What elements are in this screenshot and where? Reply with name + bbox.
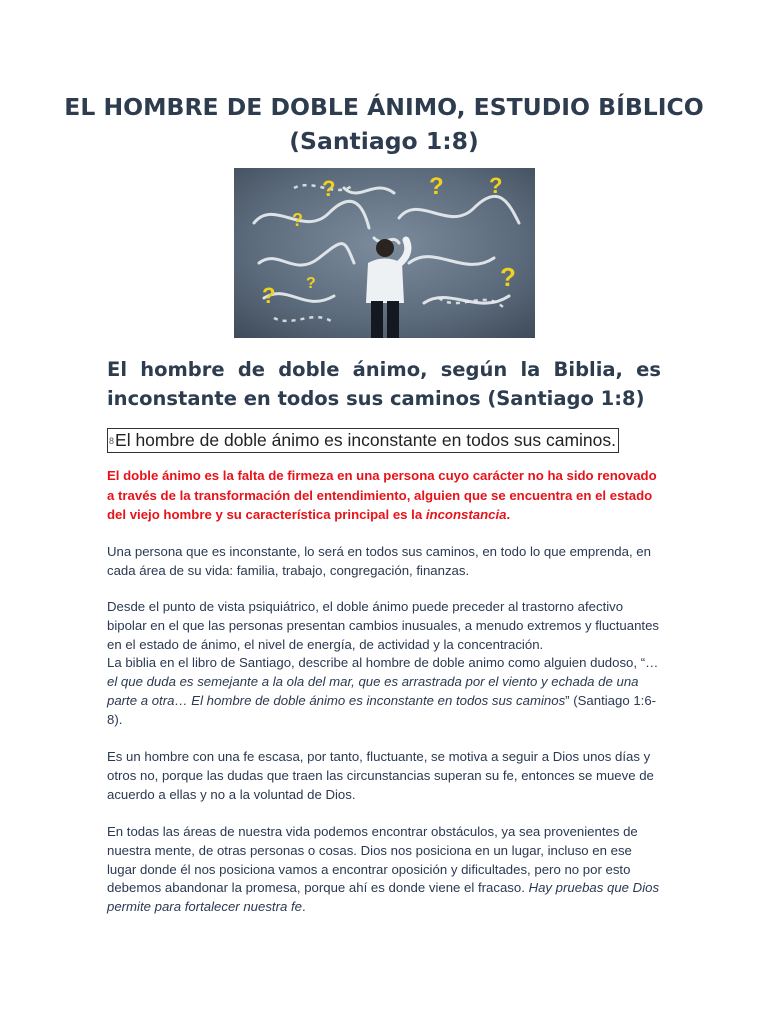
svg-text:?: ? — [306, 275, 316, 292]
svg-text:?: ? — [429, 173, 444, 200]
highlighted-end: . — [506, 507, 511, 522]
paragraph-2-part-2: La biblia en el libro de Santiago, describe al hombre de doble animo como alguien dudoso, “… — [107, 655, 659, 671]
hero-image — [234, 168, 535, 338]
paragraph-2-part-1: Desde el punto de vista psiquiátrico, el doble ánimo puede preceder al trastorno afectivo bipolar en el que las personas presentan cambios inusuales, a menudo extremos y fluctuantes en el estado de ánimo, el nivel de energía, de actividad y la concentración. — [107, 599, 660, 652]
svg-text:?: ? — [489, 173, 503, 198]
title-line-2: (Santiago 1:8) — [289, 127, 479, 155]
verse-box — [107, 428, 619, 453]
verse-text: El hombre de doble ánimo es inconstante en todos sus caminos. — [115, 430, 617, 450]
paragraph-4-end: . — [301, 899, 306, 915]
paragraph-4-text: En todas las áreas de nuestra vida podemos encontrar obstáculos, ya sea provenientes de nuestra mente, de otras personas o cosas. Dios nos posiciona en un lugar, incluso en ese lugar donde él nos posiciona vamos a encontrar oposición y dificultades, pero no por esto debemos abandonar la promesa, porque ahí es donde viene el fracaso. — [107, 824, 638, 896]
man-confused-chalkboard-illustration — [234, 168, 535, 338]
paragraph-4 — [107, 823, 663, 917]
svg-text:?: ? — [262, 283, 276, 308]
highlighted-paragraph-text: El doble ánimo es la falta de firmeza en una persona cuyo carácter no ha sido renovado a través de la transformación del entendimiento, alguien que se encuentra en el estado del viejo hombre y su característica principal es la — [107, 468, 657, 522]
paragraph-4-emphasis: Hay pruebas que Dios permite para fortalecer nuestra fe — [107, 880, 660, 915]
page-title — [60, 90, 708, 158]
paragraph-3: Es un hombre con una fe escasa, por tanto, fluctuante, se motiva a seguir a Dios unos días y otros no, porque las dudas que traen las circunstancias superan su fe, entonces se mueve de acuerdo a ellas y no a la voluntad de Dios. — [107, 749, 654, 802]
paragraph-2-end: ” (Santiago 1:6-8). — [107, 692, 657, 727]
title-line-1: EL HOMBRE DE DOBLE ÁNIMO, ESTUDIO BÍBLICO — [64, 93, 704, 121]
verse-marker: 8 — [109, 436, 115, 447]
highlighted-paragraph — [107, 466, 663, 525]
paragraph-2 — [107, 598, 663, 730]
svg-text:?: ? — [292, 210, 303, 230]
paragraph-2-quote: el que duda es semejante a la ola del mar, que es arrastrada por el viento y echada de una parte a otra… El hombre de doble ánimo es inconstante en todos sus caminos — [107, 674, 639, 708]
section-heading: El hombre de doble ánimo, según la Biblia, es inconstante en todos sus caminos (Santiago 1:8) — [107, 358, 661, 410]
svg-text:?: ? — [500, 262, 516, 292]
paragraph-1: Una persona que es inconstante, lo será en todos sus caminos, en todo lo que emprenda, en cada área de su vida: familia, trabajo, congregación, finanzas. — [107, 544, 651, 578]
svg-text:?: ? — [322, 176, 336, 201]
highlighted-emphasis: inconstancia — [425, 507, 507, 522]
